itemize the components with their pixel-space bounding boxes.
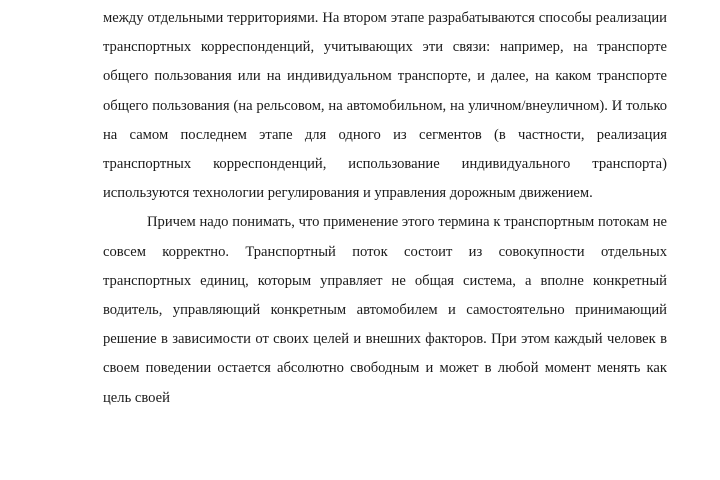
paragraph-1: между отдельными территориями. На втором этапе разрабатываются способы реализации транспортных корреспонденций, учитывающих эти связи: например, на транспорте общего пользования или на индивидуальном транспорте, и далее, на каком транспорте общего пользования (на рельсовом, на автомобильном, на уличном/внеуличном). И только на самом последнем этапе для одного из сегментов (в частности, реализация транспортных корреспонденций, использование индивидуального транспорта) используются технологии регулирования и управления дорожным движением. (103, 10, 667, 202)
document-body (103, 4, 667, 413)
page-bottom-fade (0, 466, 720, 480)
paragraph-2: Причем надо понимать, что применение этого термина к транспортным потокам не совсем корректно. Транспортный поток состоит из совокупности отдельных транспортных единиц, которым управляет не общая система, а вполне конкретный водитель, управляющий конкретным автомобилем и самостоятельно принимающий решение в зависимости от своих целей и внешних факторов. При этом каждый человек в своем поведении остается абсолютно свободным и может в любой момент менять как цель своей (103, 214, 667, 406)
